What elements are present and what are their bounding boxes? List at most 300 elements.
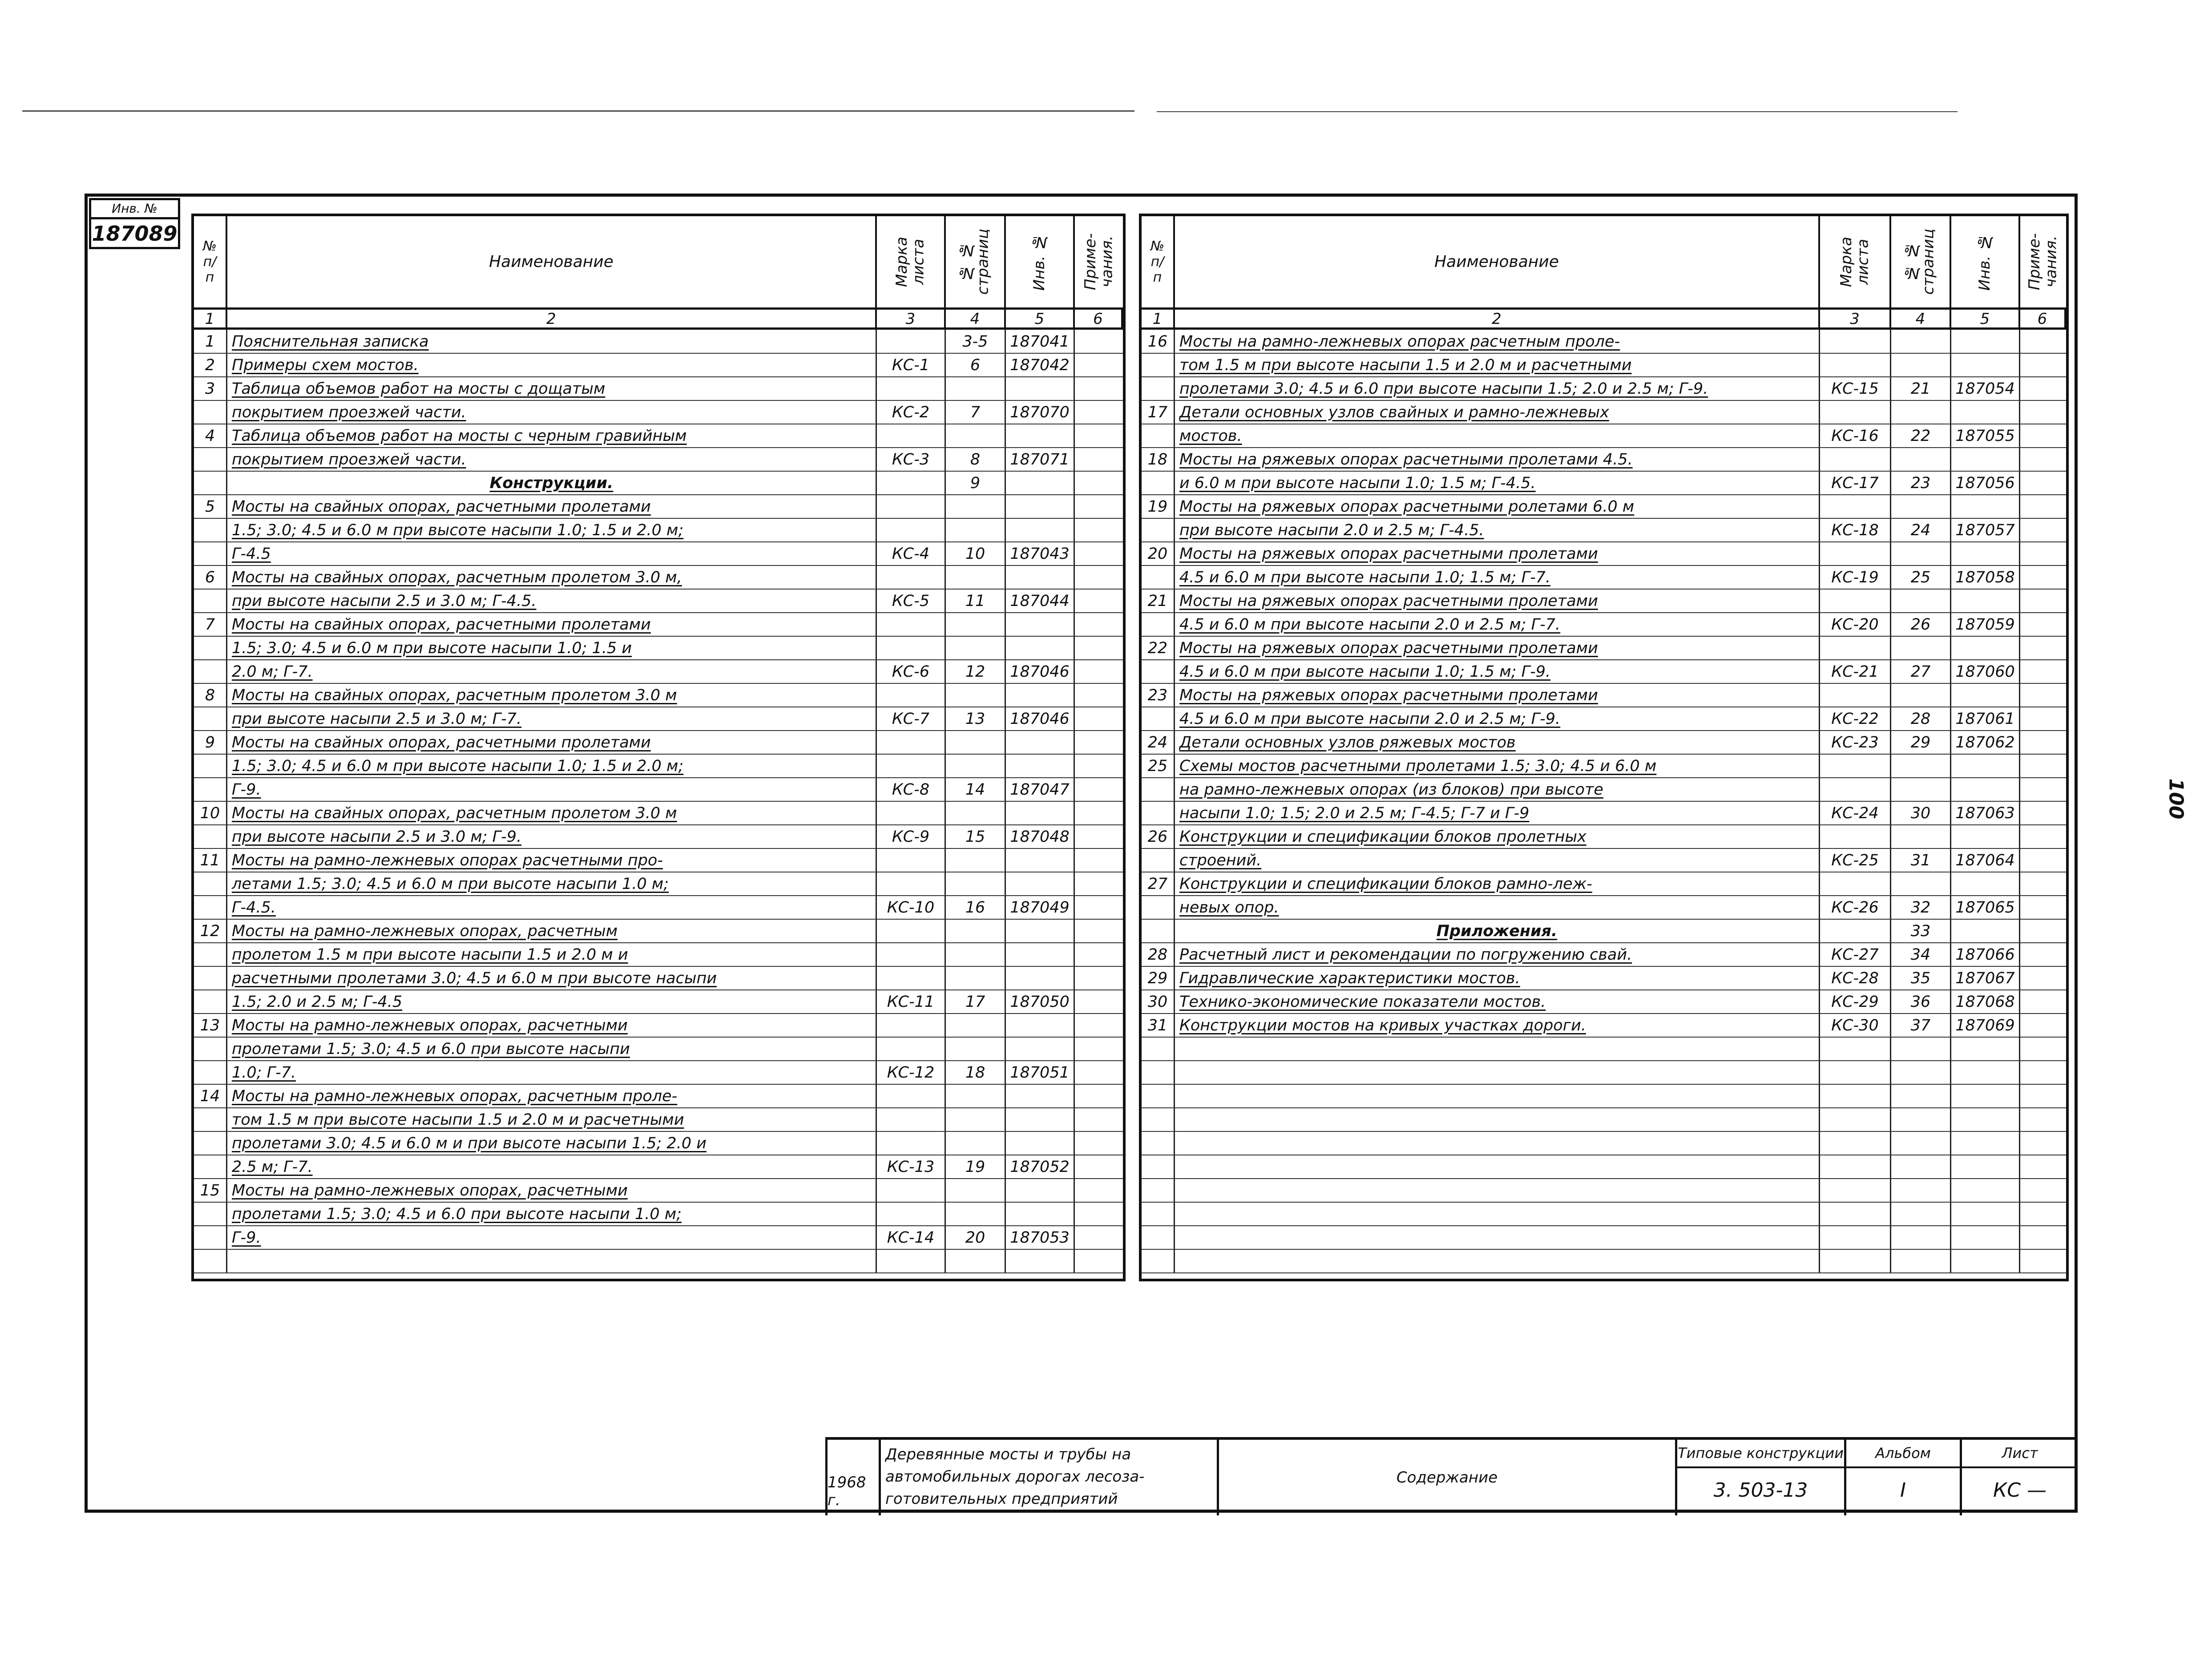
cell-name: Мосты на свайных опорах, расчетным пролетом 3.0 м: [227, 683, 877, 707]
cell-page: [946, 919, 1006, 942]
cell-name: [1175, 1202, 1820, 1225]
cell-page: [1891, 1061, 1951, 1084]
cell-page: 14: [946, 778, 1006, 801]
cell-name: 1.5; 3.0; 4.5 и 6.0 м при высоте насыпи 1.0; 1.5 и: [227, 636, 877, 659]
cell-mark: КС-18: [1820, 518, 1891, 541]
cell-inv: [1951, 683, 2020, 707]
cell-note: [2020, 448, 2066, 471]
cell-inv: [1951, 589, 2020, 612]
cell-inv: 187065: [1951, 896, 2020, 919]
cell-inv: [1951, 872, 2020, 895]
cell-page: [946, 731, 1006, 754]
cell-page: [1891, 1249, 1951, 1272]
cell-inv: [1951, 1202, 2020, 1225]
cell-inv: 187043: [1006, 542, 1075, 565]
cell-note: [1075, 731, 1123, 754]
cell-num: [194, 966, 227, 989]
cell-inv: [1006, 1014, 1075, 1037]
cell-inv: 187054: [1951, 377, 2020, 400]
cell-num: [1142, 1226, 1175, 1249]
cell-num: [1142, 1249, 1175, 1272]
cell-mark: [877, 1131, 946, 1155]
column-number-row: [1142, 310, 2066, 330]
cell-page: [1891, 1155, 1951, 1178]
cell-inv: 187041: [1006, 330, 1075, 353]
cell-num: 31: [1142, 1014, 1175, 1037]
cell-inv: 187063: [1951, 801, 2020, 824]
cell-mark: [877, 471, 946, 494]
cell-note: [2020, 801, 2066, 824]
cell-page: [946, 518, 1006, 541]
cell-inv: 187061: [1951, 707, 2020, 730]
cell-page: 30: [1891, 801, 1951, 824]
cell-name: Мосты на рамно-лежневых опорах, расчетным проле-: [227, 1084, 877, 1107]
cell-num: [1142, 919, 1175, 942]
cell-num: [1142, 1155, 1175, 1178]
table-row: [194, 943, 1123, 967]
cell-mark: [877, 1037, 946, 1060]
cell-name: Мосты на свайных опорах, расчетным пролетом 3.0 м,: [227, 565, 877, 589]
cell-page: [1891, 683, 1951, 707]
cell-name: [1175, 1084, 1820, 1107]
cell-name: строений.: [1175, 848, 1820, 872]
cell-note: [2020, 825, 2066, 848]
cell-name: пролетами 3.0; 4.5 и 6.0 при высоте насыпи 1.5; 2.0 и 2.5 м; Г-9.: [1175, 377, 1820, 400]
table-row: [1142, 731, 2066, 755]
cell-note: [1075, 542, 1123, 565]
column-number-row: [194, 310, 1123, 330]
cell-note: [2020, 400, 2066, 424]
cell-inv: [1006, 1249, 1075, 1272]
table-row: [194, 400, 1123, 424]
cell-note: [2020, 589, 2066, 612]
cell-name: Мосты на свайных опорах, расчетными пролетами: [227, 495, 877, 518]
table-row: [1142, 778, 2066, 802]
cell-note: [2020, 565, 2066, 589]
cell-name: при высоте насыпи 2.5 и 3.0 м; Г-9.: [227, 825, 877, 848]
cell-num: 20: [1142, 542, 1175, 565]
column-number: 4: [1891, 310, 1951, 327]
cell-inv: [1006, 731, 1075, 754]
column-number: 2: [1175, 310, 1820, 327]
cell-note: [2020, 990, 2066, 1013]
cell-num: 16: [1142, 330, 1175, 353]
cell-page: 22: [1891, 424, 1951, 447]
cell-page: 3-5: [946, 330, 1006, 353]
cell-inv: [1006, 943, 1075, 966]
cell-page: [1891, 1084, 1951, 1107]
table-row: [1142, 448, 2066, 472]
cell-inv: [1951, 1108, 2020, 1131]
title-block-sheet: [1960, 1440, 2078, 1515]
cell-page: [946, 377, 1006, 400]
cell-page: [946, 872, 1006, 895]
table-row: [1142, 848, 2066, 872]
cell-mark: КС-15: [1820, 377, 1891, 400]
table-row: [194, 966, 1123, 990]
cell-note: [2020, 1084, 2066, 1107]
cell-inv: [1006, 518, 1075, 541]
table-row: [194, 1249, 1123, 1273]
cell-name: Схемы мостов расчетными пролетами 1.5; 3.0; 4.5 и 6.0 м: [1175, 754, 1820, 777]
cell-mark: [1820, 754, 1891, 777]
table-row: [1142, 1061, 2066, 1085]
cell-inv: [1951, 1084, 2020, 1107]
cell-note: [2020, 330, 2066, 353]
cell-num: 18: [1142, 448, 1175, 471]
cell-inv: [1951, 400, 2020, 424]
cell-name: Конструкции.: [227, 471, 877, 494]
cell-inv: 187055: [1951, 424, 2020, 447]
cell-num: 10: [194, 801, 227, 824]
cell-inv: [1006, 1131, 1075, 1155]
cell-inv: [1951, 919, 2020, 942]
cell-note: [1075, 896, 1123, 919]
table-row: [1142, 330, 2066, 354]
cell-mark: [877, 1179, 946, 1202]
cell-name: [1175, 1108, 1820, 1131]
cell-mark: [1820, 448, 1891, 471]
contents-table-left: [191, 214, 1126, 1281]
cell-mark: КС-22: [1820, 707, 1891, 730]
cell-note: [1075, 495, 1123, 518]
cell-name: Конструкции мостов на кривых участках дороги.: [1175, 1014, 1820, 1037]
cell-page: 32: [1891, 896, 1951, 919]
cell-inv: 187057: [1951, 518, 2020, 541]
cell-note: [1075, 754, 1123, 777]
column-number: 5: [1951, 310, 2020, 327]
cell-num: [194, 448, 227, 471]
cell-name: Приложения.: [1175, 919, 1820, 942]
cell-mark: [1820, 1131, 1891, 1155]
cell-mark: [877, 966, 946, 989]
cell-mark: [1820, 636, 1891, 659]
cell-inv: [1951, 1061, 2020, 1084]
header-note: [2020, 216, 2066, 307]
table-row: [1142, 1155, 2066, 1179]
cell-inv: [1951, 448, 2020, 471]
cell-note: [1075, 565, 1123, 589]
cell-mark: КС-17: [1820, 471, 1891, 494]
cell-note: [2020, 1202, 2066, 1225]
scan-line-top-right: [1157, 111, 1958, 112]
cell-mark: КС-6: [877, 660, 946, 683]
cell-mark: [1820, 1226, 1891, 1249]
table-row: [194, 518, 1123, 542]
cell-note: [2020, 377, 2066, 400]
cell-name: Мосты на ряжевых опорах расчетными пролетами: [1175, 589, 1820, 612]
cell-inv: [1951, 542, 2020, 565]
table-row: [1142, 707, 2066, 731]
cell-mark: КС-26: [1820, 896, 1891, 919]
cell-page: [1891, 1131, 1951, 1155]
cell-inv: [1951, 778, 2020, 801]
cell-name: [1175, 1226, 1820, 1249]
cell-inv: 187046: [1006, 660, 1075, 683]
cell-note: [2020, 754, 2066, 777]
series-value: 3. 503-13: [1713, 1479, 1808, 1502]
cell-num: [1142, 377, 1175, 400]
header-inv: [1951, 216, 2020, 307]
cell-num: [194, 1249, 227, 1272]
cell-mark: КС-2: [877, 400, 946, 424]
cell-inv: [1006, 1108, 1075, 1131]
cell-page: 6: [946, 353, 1006, 376]
column-number: 3: [877, 310, 946, 327]
cell-note: [1075, 848, 1123, 872]
cell-page: 19: [946, 1155, 1006, 1178]
cell-inv: 187058: [1951, 565, 2020, 589]
cell-mark: [1820, 1037, 1891, 1060]
cell-note: [2020, 471, 2066, 494]
cell-name: 1.5; 3.0; 4.5 и 6.0 м при высоте насыпи 1.0; 1.5 и 2.0 м;: [227, 518, 877, 541]
cell-inv: 187060: [1951, 660, 2020, 683]
cell-mark: [877, 683, 946, 707]
header-num-text: № п/ п: [202, 238, 217, 285]
cell-name: [1175, 1155, 1820, 1178]
cell-num: [194, 471, 227, 494]
cell-mark: КС-13: [877, 1155, 946, 1178]
cell-name: Мосты на ряжевых опорах расчетными пролетами: [1175, 542, 1820, 565]
description-line: автомобильных дорогах лесоза-: [885, 1468, 1145, 1486]
table-row: [1142, 1108, 2066, 1132]
table-row: [194, 896, 1123, 920]
table-row: [1142, 1179, 2066, 1203]
table-row: [1142, 636, 2066, 660]
cell-mark: [877, 495, 946, 518]
title-block-album: [1844, 1440, 1960, 1515]
cell-note: [2020, 848, 2066, 872]
header-name: [1175, 216, 1820, 307]
cell-name: [1175, 1061, 1820, 1084]
cell-page: [946, 943, 1006, 966]
cell-name: насыпи 1.0; 1.5; 2.0 и 2.5 м; Г-4.5; Г-7 и Г-9: [1175, 801, 1820, 824]
cell-mark: КС-3: [877, 448, 946, 471]
cell-num: [1142, 778, 1175, 801]
table-row: [194, 565, 1123, 590]
cell-note: [1075, 1131, 1123, 1155]
cell-inv: 187071: [1006, 448, 1075, 471]
cell-page: [1891, 825, 1951, 848]
cell-page: 29: [1891, 731, 1951, 754]
cell-inv: [1951, 330, 2020, 353]
cell-num: [194, 542, 227, 565]
cell-num: 17: [1142, 400, 1175, 424]
cell-note: [1075, 825, 1123, 848]
cell-page: [1891, 1037, 1951, 1060]
cell-inv: 187064: [1951, 848, 2020, 872]
cell-page: 17: [946, 990, 1006, 1013]
cell-name: Мосты на ряжевых опорах расчетными пролетами: [1175, 683, 1820, 707]
cell-note: [2020, 1179, 2066, 1202]
cell-name: том 1.5 м при высоте насыпи 1.5 и 2.0 м и расчетными: [227, 1108, 877, 1131]
cell-name: Мосты на ряжевых опорах расчетными пролетами: [1175, 636, 1820, 659]
cell-name: [227, 1249, 877, 1272]
cell-note: [2020, 1108, 2066, 1131]
cell-mark: [1820, 1179, 1891, 1202]
table-row: [1142, 754, 2066, 778]
cell-num: [1142, 565, 1175, 589]
cell-page: 18: [946, 1061, 1006, 1084]
cell-note: [2020, 495, 2066, 518]
cell-page: [946, 801, 1006, 824]
cell-mark: КС-16: [1820, 424, 1891, 447]
cell-name: Г-9.: [227, 1226, 877, 1249]
cell-mark: [877, 943, 946, 966]
cell-num: [194, 1108, 227, 1131]
cell-mark: [1820, 1061, 1891, 1084]
cell-inv: 187069: [1951, 1014, 2020, 1037]
cell-mark: КС-30: [1820, 1014, 1891, 1037]
cell-note: [1075, 636, 1123, 659]
cell-num: [194, 754, 227, 777]
header-inv-text: Инв. №: [1975, 233, 1994, 291]
cell-mark: [1820, 353, 1891, 376]
cell-note: [2020, 919, 2066, 942]
cell-inv: [1006, 801, 1075, 824]
cell-page: [946, 1014, 1006, 1037]
cell-num: [194, 825, 227, 848]
cell-page: 36: [1891, 990, 1951, 1013]
table-row: [194, 660, 1123, 684]
cell-name: пролетом 1.5 м при высоте насыпи 1.5 и 2.0 м и: [227, 943, 877, 966]
cell-name: покрытием проезжей части.: [227, 448, 877, 471]
cell-name: Технико-экономические показатели мостов.: [1175, 990, 1820, 1013]
cell-num: [1142, 353, 1175, 376]
cell-note: [2020, 518, 2066, 541]
cell-name: Мосты на ряжевых опорах расчетными пролетами 4.5.: [1175, 448, 1820, 471]
cell-note: [1075, 471, 1123, 494]
cell-mark: [1820, 495, 1891, 518]
cell-note: [1075, 707, 1123, 730]
cell-page: [946, 1037, 1006, 1060]
table-row: [1142, 471, 2066, 495]
cell-page: [946, 966, 1006, 989]
header-name: [227, 216, 877, 307]
cell-page: 7: [946, 400, 1006, 424]
cell-num: 12: [194, 919, 227, 942]
cell-num: [1142, 707, 1175, 730]
cell-page: [1891, 1202, 1951, 1225]
cell-page: [946, 1108, 1006, 1131]
cell-mark: КС-24: [1820, 801, 1891, 824]
cell-note: [2020, 731, 2066, 754]
cell-page: 16: [946, 896, 1006, 919]
cell-inv: 187070: [1006, 400, 1075, 424]
cell-note: [2020, 778, 2066, 801]
table-row: [1142, 424, 2066, 448]
sheet-label: Лист: [1962, 1440, 2078, 1468]
cell-inv: 187042: [1006, 353, 1075, 376]
cell-page: 37: [1891, 1014, 1951, 1037]
cell-name: расчетными пролетами 3.0; 4.5 и 6.0 м при высоте насыпи: [227, 966, 877, 989]
cell-inv: [1951, 754, 2020, 777]
cell-page: [946, 636, 1006, 659]
cell-name: том 1.5 м при высоте насыпи 1.5 и 2.0 м и расчетными: [1175, 353, 1820, 376]
cell-mark: [1820, 683, 1891, 707]
table-row: [1142, 1131, 2066, 1155]
cell-num: [1142, 801, 1175, 824]
title-block-year: 1968 г.: [825, 1440, 879, 1515]
table-row: [194, 872, 1123, 896]
column-number: 6: [2020, 310, 2066, 327]
cell-note: [2020, 943, 2066, 966]
cell-num: 23: [1142, 683, 1175, 707]
cell-inv: [1006, 754, 1075, 777]
cell-inv: 187066: [1951, 943, 2020, 966]
cell-num: 7: [194, 613, 227, 636]
cell-num: [1142, 471, 1175, 494]
cell-page: 25: [1891, 565, 1951, 589]
cell-inv: [1951, 1155, 2020, 1178]
table-row: [1142, 1202, 2066, 1226]
table-row: [194, 1061, 1123, 1085]
cell-inv: [1006, 1084, 1075, 1107]
cell-mark: [877, 613, 946, 636]
cell-page: [946, 424, 1006, 447]
cell-name: [1175, 1037, 1820, 1060]
cell-name: Конструкции и спецификации блоков пролетных: [1175, 825, 1820, 848]
cell-name: Мосты на рамно-лежневых опорах, расчетными: [227, 1179, 877, 1202]
header-note-text: Приме- чания.: [1081, 233, 1116, 291]
cell-inv: [1006, 683, 1075, 707]
cell-mark: [1820, 330, 1891, 353]
header-page-text: № № страниц: [957, 229, 992, 295]
cell-num: [194, 1061, 227, 1084]
header-note-text: Приме- чания.: [2026, 233, 2060, 291]
cell-num: [194, 636, 227, 659]
cell-note: [1075, 872, 1123, 895]
description-line: Деревянные мосты и трубы на: [885, 1446, 1131, 1463]
cell-page: [1891, 353, 1951, 376]
column-number: 1: [1142, 310, 1175, 327]
cell-note: [1075, 683, 1123, 707]
cell-page: [1891, 448, 1951, 471]
cell-num: [194, 778, 227, 801]
cell-mark: КС-14: [877, 1226, 946, 1249]
table-row: [194, 990, 1123, 1014]
cell-name: Г-4.5: [227, 542, 877, 565]
cell-name: Гидравлические характеристики мостов.: [1175, 966, 1820, 989]
scan-line-top: [22, 110, 1134, 112]
cell-name: Мосты на свайных опорах, расчетным пролетом 3.0 м: [227, 801, 877, 824]
table-row: [1142, 589, 2066, 613]
cell-mark: [877, 754, 946, 777]
column-number: 5: [1006, 310, 1075, 327]
cell-note: [1075, 1155, 1123, 1178]
table-row: [194, 731, 1123, 755]
cell-num: 19: [1142, 495, 1175, 518]
cell-num: [1142, 424, 1175, 447]
table-row: [1142, 896, 2066, 920]
cell-note: [2020, 707, 2066, 730]
cell-num: [1142, 518, 1175, 541]
cell-name: 2.5 м; Г-7.: [227, 1155, 877, 1178]
cell-inv: [1951, 1037, 2020, 1060]
cell-num: 28: [1142, 943, 1175, 966]
header-mark-text: Марка листа: [1837, 236, 1872, 287]
table-header: [1142, 216, 2066, 310]
cell-mark: [877, 848, 946, 872]
cell-inv: [1951, 353, 2020, 376]
cell-note: [1075, 424, 1123, 447]
cell-name: пролетами 1.5; 3.0; 4.5 и 6.0 при высоте насыпи: [227, 1037, 877, 1060]
cell-note: [2020, 353, 2066, 376]
album-label: Альбом: [1846, 1440, 1960, 1468]
cell-name: Примеры схем мостов.: [227, 353, 877, 376]
cell-note: [1075, 943, 1123, 966]
cell-mark: [877, 330, 946, 353]
